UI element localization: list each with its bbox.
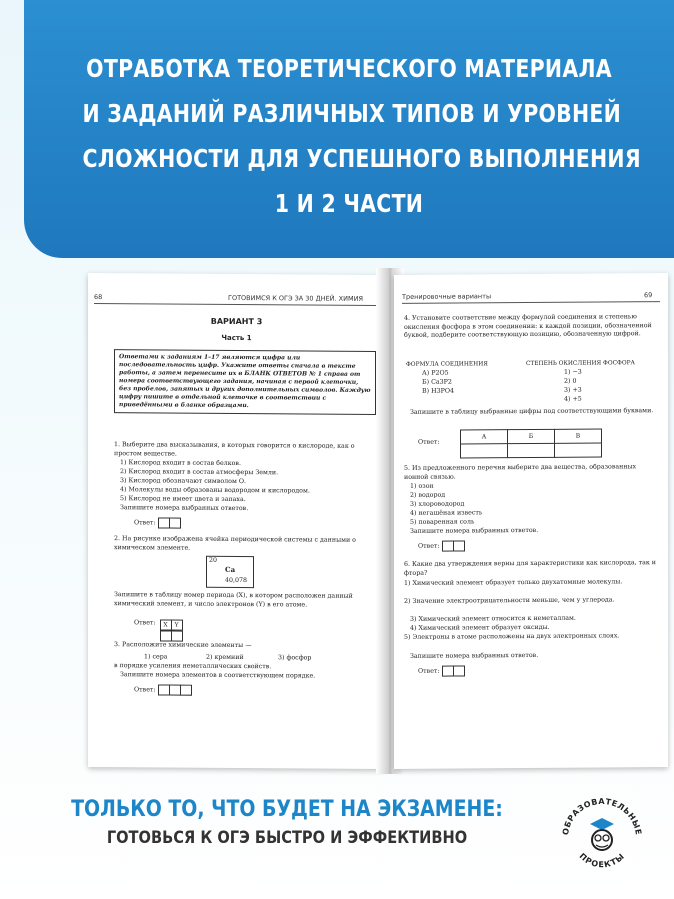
answer-label: Ответ: bbox=[418, 667, 440, 675]
right-page bbox=[394, 273, 668, 769]
q1-option-2: 2) Кислород входит в состав атмосферы Земли. bbox=[120, 468, 279, 477]
q4-instruction: Запишите в таблицу выбранные цифры под соответствующими буквами. bbox=[410, 407, 654, 416]
element-cell bbox=[206, 556, 254, 588]
banner-line-4: 1 И 2 ЧАСТИ bbox=[274, 189, 424, 218]
q2-instruction: Запишите в таблицу номер периода (X), в котором расположен данный химический элемент, и число электронов (Y) в его атоме. bbox=[114, 591, 353, 609]
q1-text: 1. Выберите два высказывания, в которых говорится о кислороде, как о простом веществе. bbox=[114, 441, 355, 458]
answer-cell[interactable] bbox=[555, 443, 602, 457]
answer-label: Ответ: bbox=[418, 542, 440, 550]
left-page bbox=[88, 273, 385, 769]
q3-answer bbox=[134, 684, 191, 695]
q3-instruction: Запишите номера элементов в соответствующем порядке. bbox=[120, 671, 316, 680]
q4-answer-label: Ответ: bbox=[418, 438, 440, 446]
q6-answer bbox=[418, 665, 464, 676]
instructions-box: Ответами к заданиям 1–17 являются цифра или последовательность цифр. Укажите ответы сначала в тексте работы, а затем перенесите их в БЛАНК ОТВЕТОВ № 1 справа от номера соответствующего задания, начиная с первой клеточки, без пробелов, запятых и других дополнительных символов. Каждую цифру пишите в отдельной клеточке в соответствии с приведёнными в бланке образцами. bbox=[114, 349, 376, 415]
q5-option-3: 3) хлороводород bbox=[410, 500, 465, 508]
q6-text: 6. Какие два утверждения верны для характеристики как кислорода, так и фтора? bbox=[404, 559, 657, 577]
q6-option-3: 3) Химический элемент относится к неметаллам. bbox=[410, 614, 576, 623]
logo-text-bottom: ПРОЕКТЫ bbox=[577, 851, 627, 870]
q5-option-4: 4) негашёная известь bbox=[410, 509, 483, 517]
q6-option-2: 2) Значение электроотрицательности меньше, чем у углерода. bbox=[404, 596, 615, 605]
q6-instruction: Запишите номера выбранных ответов. bbox=[410, 651, 539, 660]
banner-line-2: И ЗАДАНИЙ РАЗЛИЧНЫХ ТИПОВ И УРОВНЕЙ bbox=[82, 99, 622, 128]
q4-letter-c: В bbox=[555, 429, 602, 443]
q5-option-2: 2) водород bbox=[410, 491, 446, 499]
running-head-left: ГОТОВИМСЯ К ОГЭ ЗА 30 ДНЕЙ. ХИМИЯ bbox=[228, 293, 363, 303]
q4-text: 4. Установите соответствие между формулой соединения и степенью окисления фосфора в этом соединении: к каждой позиции, обозначенной буквой, подберите соответствующую позицию, обозначенную цифрой. bbox=[404, 313, 652, 340]
q4-state-1: 1) −3 bbox=[564, 368, 582, 376]
q2-answer bbox=[134, 619, 182, 641]
q3-element-2: 2) кремний bbox=[206, 653, 244, 662]
q1-option-3: 3) Кислород обозначают символом О. bbox=[120, 477, 247, 486]
q4-answer-table bbox=[460, 429, 602, 459]
part-title: Часть 1 bbox=[221, 333, 252, 343]
page-number-left: 68 bbox=[94, 293, 103, 302]
element-mass: 40,078 bbox=[225, 576, 248, 585]
headline-text: ТОЛЬКО ТО, ЧТО БУДЕТ НА ЭКЗАМЕНЕ: bbox=[71, 797, 503, 822]
q1-option-4: 4) Молекулы воды образованы водородом и кислородом. bbox=[120, 486, 310, 495]
q5-text: 5. Из предложенного перечня выберите два вещества, образованных ионной связью. bbox=[404, 463, 637, 481]
answer-label: Ответ: bbox=[134, 519, 156, 527]
answer-label: Ответ: bbox=[134, 686, 156, 694]
q1-instruction: Запишите номера выбранных ответов. bbox=[120, 504, 249, 513]
q4-letter-b: Б bbox=[508, 429, 555, 443]
q4-state-2: 2) 0 bbox=[564, 377, 577, 385]
q4-state-3: 3) +3 bbox=[564, 386, 582, 394]
q1-option-5: 5) Кислород не имеет цвета и запаха. bbox=[120, 495, 246, 504]
q3-element-1: 1) сера bbox=[144, 653, 168, 661]
q5-option-1: 1) озон bbox=[410, 482, 434, 490]
answer-cell[interactable] bbox=[171, 631, 183, 642]
q6-option-5: 5) Электроны в атоме расположены на двух электронных слоях. bbox=[404, 632, 620, 641]
q4-letter-a: А bbox=[461, 430, 508, 444]
q3-element-3: 3) фосфор bbox=[278, 654, 312, 662]
answer-cell[interactable] bbox=[461, 444, 508, 458]
q4-formula-a: А) P2O5 bbox=[422, 369, 449, 377]
q1-option-1: 1) Кислород входит в состав белков. bbox=[120, 459, 241, 468]
svg-text:ПРОЕКТЫ bbox=[577, 851, 626, 869]
banner-title bbox=[82, 46, 641, 226]
answer-cell[interactable] bbox=[453, 665, 465, 676]
answer-label: Ответ: bbox=[134, 619, 156, 627]
q4-col-left: ФОРМУЛА СОЕДИНЕНИЯ bbox=[406, 361, 488, 368]
element-number: 20 bbox=[209, 556, 218, 564]
element-symbol: Ca bbox=[225, 564, 236, 574]
q6-option-4: 4) Химический элемент образует оксиды. bbox=[410, 623, 550, 632]
q3-order: в порядке усиления неметаллических свойств. bbox=[114, 662, 272, 671]
logo-text-top: ОБРАЗОВАТЕЛЬНЫЕ bbox=[561, 796, 643, 836]
answer-cell[interactable] bbox=[169, 518, 181, 529]
q2-text: 2. На рисунке изображена ячейка периодической системы с данными о химическом элементе. bbox=[114, 535, 356, 552]
page-number-right: 69 bbox=[644, 291, 653, 300]
answer-cell[interactable] bbox=[453, 540, 465, 551]
answer-cell[interactable] bbox=[180, 685, 192, 696]
q1-answer bbox=[134, 517, 180, 528]
y-header: Y bbox=[171, 620, 183, 631]
publisher-logo-icon bbox=[556, 788, 648, 880]
q5-option-5: 5) поваренная соль bbox=[410, 518, 475, 526]
q4-state-4: 4) +5 bbox=[564, 395, 582, 403]
q4-formula-b: Б) Ca3P2 bbox=[422, 378, 452, 386]
subline-text: ГОТОВЬСЯ К ОГЭ БЫСТРО И ЭФФЕКТИВНО bbox=[106, 828, 468, 848]
open-book bbox=[88, 268, 668, 778]
x-header: X bbox=[160, 619, 172, 630]
q5-answer bbox=[418, 540, 464, 551]
running-head-right: Тренировочные варианты bbox=[402, 292, 492, 301]
banner-line-3: СЛОЖНОСТИ ДЛЯ УСПЕШНОГО ВЫПОЛНЕНИЯ bbox=[82, 144, 641, 173]
q3-text: 3. Расположите химические элементы — bbox=[114, 641, 252, 650]
q5-instruction: Запишите номера выбранных ответов. bbox=[410, 526, 539, 535]
header-rule bbox=[402, 301, 660, 304]
header-rule bbox=[94, 303, 376, 306]
q4-formula-c: В) H3PO4 bbox=[422, 387, 454, 395]
variant-title: ВАРИАНТ 3 bbox=[210, 316, 263, 327]
answer-cell[interactable] bbox=[508, 443, 555, 457]
q6-option-1: 1) Химический элемент образует только двухатомные молекулы. bbox=[404, 578, 623, 587]
banner-line-1: ОТРАБОТКА ТЕОРЕТИЧЕСКОГО МАТЕРИАЛА bbox=[86, 54, 612, 83]
q4-col-right: СТЕПЕНЬ ОКИСЛЕНИЯ ФОСФОРА bbox=[526, 360, 635, 368]
publisher-logo bbox=[556, 788, 648, 880]
